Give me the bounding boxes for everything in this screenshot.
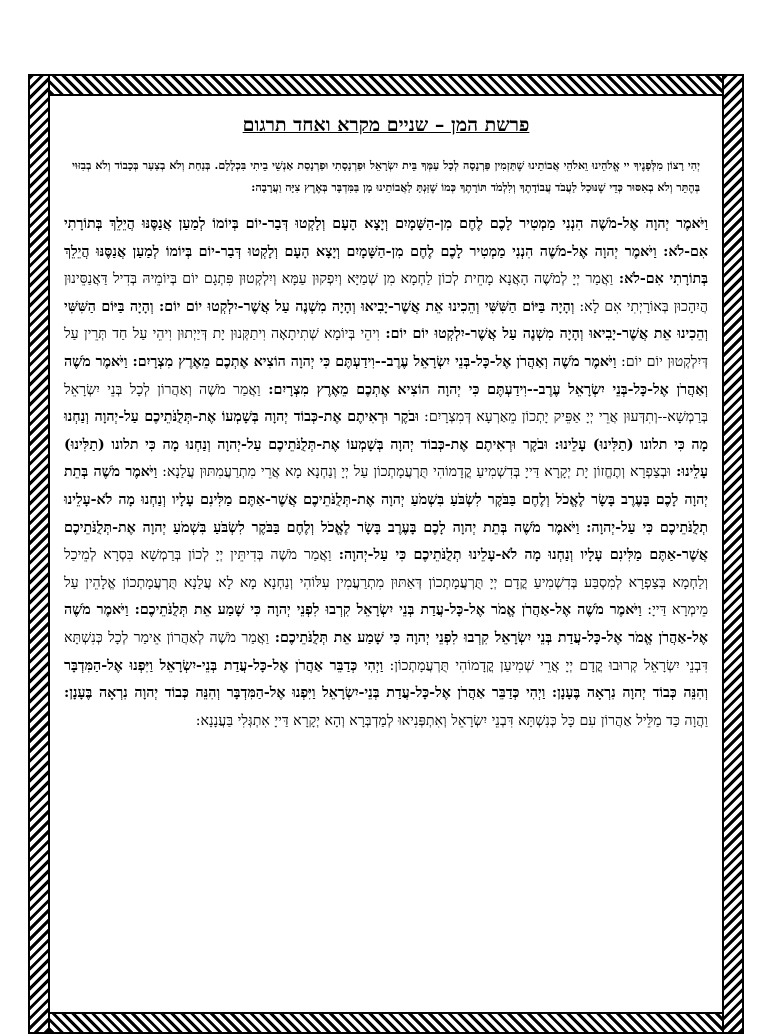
verse-targum: וַאֲמַר מֹשֶׁה וְאַהֲרוֹן לְכָל בְּנֵי יִשְׂרָאֵל בְּרַמְשָׁא--וְתִדְּעוּן אֲרֵי יְיָ אַפֵּיק יָתְכוֹן מֵאַרְעָא דְּמִצְרָיִם: xyxy=(64,381,708,426)
verse-targum: וַאֲמַר מֹשֶׁה לְאַהֲרוֹן אֵימַר לְכָל כְּנִשְׁתָּא דִּבְנֵי יִשְׂרָאֵל קְרוּבוּ קֳדָם יְיָ אֲרֵי שְׁמִיעַן קֳדָמוֹהִי תֻּרְעֲמָתְכוֹן: xyxy=(64,629,709,674)
page-title: פרשת המן – שניים מקרא ואחד תרגום xyxy=(242,114,530,136)
verse-hebrew: וַיֹּאמֶר יְהוָה אֶל-מֹשֶׁה הִנְנִי מַמְטִיר לָכֶם לֶחֶם מִן-הַשָּׁמָיִם וְיָצָא הָעָם וְלָקְטוּ דְּבַר-יוֹם בְּיוֹמוֹ לְמַעַן אֲנַסֶּנּוּ הֲיֵלֵךְ בְּתוֹרָתִי אִם-לֹא: וַיֹּאמֶר יְהוָה אֶל-מֹשֶׁה הִנְנִי מַמְטִיר לָכֶם לֶחֶם מִן-הַשָּׁמָיִם וְיָצָא הָעָם וְלָקְטוּ דְּבַר-יוֹם בְּיוֹמוֹ לְמַעַן אֲנַסֶּנּוּ הֲיֵלֵךְ בְּתוֹרָתִי אִם-לֹא: xyxy=(64,216,708,288)
verse-hebrew: וַיֹּאמֶר מֹשֶׁה בְּתֵת יְהוָה לָכֶם בָּעֶרֶב בָּשָׂר לֶאֱכֹל וְלֶחֶם בַּבֹּקֶר לִשְׂבֹּעַ בִּשְׁמֹעַ יְהוָה אֶת-תְּלֻנֹּתֵיכֶם אֲשֶׁר-אַתֶּם מַלִּינִם עָלָיו וְנַחְנוּ מָה לֹא-עָלֵינוּ תְלֻנֹּתֵיכֶם כִּי עַל-יְהוָה: וַיֹּאמֶר מֹשֶׁה בְּתֵת יְהוָה לָכֶם בָּעֶרֶב בָּשָׂר לֶאֱכֹל וְלֶחֶם בַּבֹּקֶר לִשְׂבֹּעַ בִּשְׁמֹעַ יְהוָה אֶת-תְּלֻנֹּתֵיכֶם אֲשֶׁר-אַתֶּם מַלִּינִם עָלָיו וְנַחְנוּ מָה לֹא-עָלֵינוּ תְלֻנֹּתֵיכֶם כִּי עַל-יְהוָה: xyxy=(64,464,708,564)
verse-hebrew: וַיֹּאמֶר מֹשֶׁה אֶל-אַהֲרֹן אֱמֹר אֶל-כָּל-עֲדַת בְּנֵי יִשְׂרָאֵל קִרְבוּ לִפְנֵי יְהוָה כִּי שָׁמַע אֵת תְּלֻנֹּתֵיכֶם: וַיֹּאמֶר מֹשֶׁה אֶל-אַהֲרֹן אֱמֹר אֶל-כָּל-עֲדַת בְּנֵי יִשְׂרָאֵל קִרְבוּ לִפְנֵי יְהוָה כִּי שָׁמַע אֵת תְּלֻנֹּתֵיכֶם: xyxy=(64,602,709,646)
parsha-text xyxy=(64,211,708,735)
document-content xyxy=(64,108,708,1034)
verse-targum: וַאֲמַר יְיָ לְמֹשֶׁה הָאֲנָא מָחֵית לְכוֹן לַחְמָא מִן שְׁמַיָּא וְיִפְקוּן עַמָּא וְיִלְקְטוּן פִּתְגָם יוֹם בְּיוֹמֵיהּ בְּדִיל דַּאֲנַסֵּינוּן הֲיִהָכוּן בְּאוֹרָיְתִי אִם לָא: xyxy=(64,271,708,315)
verse-targum: וַאֲמַר מֹשֶׁה בְּדִיתֵּין יְיָ לְכוֹן בְּרַמְשָׁא בִּסְרָא לְמֵיכַל וְלַחְמָא בְּצַפְרָא לְמִסְבַּע בְּדִשְׁמִיעַ קֳדָם יְיָ תֻּרְעֲמָתְכוֹן דְּאַתּוּן מִתְרַעֲמִין עִלּוֹהִי וְנַחְנָא מָא לָא עֲלַנָא תֻּרְעֲמָתְכוֹן אֱלָהֵין עַל מֵימְרָא דַּייָ: xyxy=(64,547,708,619)
verse-hebrew: וְהָיָה בַּיּוֹם הַשִּׁשִּׁי וְהֵכִינוּ אֵת אֲשֶׁר-יָבִיאוּ וְהָיָה מִשְׁנֶה עַל אֲשֶׁר-יִלְקְטוּ יוֹם יוֹם: וְהָיָה בַּיּוֹם הַשִּׁשִּׁי וְהֵכִינוּ אֵת אֲשֶׁר-יָבִיאוּ וְהָיָה מִשְׁנֶה עַל אֲשֶׁר-יִלְקְטוּ יוֹם יוֹם: xyxy=(64,298,708,343)
verse-hebrew: וַיְהִי כְּדַבֵּר אַהֲרֹן אֶל-כָּל-עֲדַת בְּנֵי-יִשְׂרָאֵל וַיִּפְנוּ אֶל-הַמִּדְבָּר וְהִנֵּה כְּבוֹד יְהוָה נִרְאָה בֶּעָנָן: וַיְהִי כְּדַבֵּר אַהֲרֹן אֶל-כָּל-עֲדַת בְּנֵי-יִשְׂרָאֵל וַיִּפְנוּ אֶל-הַמִּדְבָּר וְהִנֵּה כְּבוֹד יְהוָה נִרְאָה בֶּעָנָן: xyxy=(64,657,708,702)
decorative-border-left xyxy=(28,74,50,1034)
verse-hebrew: וּבֹקֶר וּרְאִיתֶם אֶת-כְּבוֹד יְהוָה בְּשָׁמְעוֹ אֶת-תְּלֻנֹּתֵיכֶם עַל-יְהוָה וְנַחְנוּ מָה כִּי תלונו (תַלִּינוּ) עָלֵינוּ: וּבֹקֶר וּרְאִיתֶם אֶת-כְּבוֹד יְהוָה בְּשָׁמְעוֹ אֶת-תְּלֻנֹּתֵיכֶם עַל-יְהוָה וְנַחְנוּ מָה כִּי תלונו (תַלִּינוּ) עָלֵינוּ: xyxy=(64,409,708,481)
verse-targum: וּבְצַפְרָא וְתֶחֱזוֹן יָת יְקָרָא דַּייָ בְּדִשְׁמִיעַ קֳדָמוֹהִי תֻּרְעֲמָתְכוֹן עַל יְיָ וְנַחְנָא מָא אֲרֵי מִתְרַעֲמִתּוּן עֲלַנָא: xyxy=(157,464,671,481)
decorative-border-top xyxy=(28,74,744,96)
page-frame xyxy=(28,74,744,1034)
prayer-paragraph: יְהִי רָצוֹן מִלְּפָנֶיךָ יי אֱלֹהֵינוּ וֵאלֹהֵי אֲבוֹתֵינוּ שֶׁתַּזְמִין פַּרְנָסָה לְכָל עַמְּךָ בֵּית יִשְׂרָאֵל וּפַרְנָסָתִי וּפַרְנָסַת אַנְשֵׁי בֵיתִי בִּכְלָלָם. בְּנַחַת וְלֹא בְצַעַר בְּכָבוֹד וְלֹא בְבִזּוּי בְּהֶתֵּר וְלֹא בְאִסּוּר כְּדֵי שֶׁנּוּכַל לַעֲבֹד עֲבוֹדָתֶךָ וְלִלְמֹד תּוֹרָתֶךָ כְּמוֹ שֶׁזַּנְתָּ לַאֲבוֹתֵינוּ מָן בַּמִּדְבָּר בְּאֶרֶץ צִיָּה וַעֲרָבָה: xyxy=(72,159,700,194)
verse-targum: וִיהֵי בְּיוֹמָא שְׁתִיתָאָה וִיתַקְּנוּן יָת דְּיַיְתוּן וִיהֵי עַל חַד תְּרֵין עַל דְּיִלְקְטוּן יוֹם יוֹם: xyxy=(64,326,708,370)
verse-targum: וַהֲוָה כַּד מַלֵּיל אַהֲרוֹן עִם כָּל כְּנִשְׁתָּא דִּבְנֵי יִשְׂרָאֵל וְאִתְפְּנִיאוּ לְמַדְבְּרָא וְהָא יְקָרָא דַּייָ אִתְגְּלִי בַּעֲנָנָא: xyxy=(195,712,708,729)
verse-hebrew: וַיֹּאמֶר מֹשֶׁה וְאַהֲרֹן אֶל-כָּל-בְּנֵי יִשְׂרָאֵל עֶרֶב--וִידַעְתֶּם כִּי יְהוָה הוֹצִיא אֶתְכֶם מֵאֶרֶץ מִצְרָיִם: וַיֹּאמֶר מֹשֶׁה וְאַהֲרֹן אֶל-כָּל-בְּנֵי יִשְׂרָאֵל עֶרֶב--וִידַעְתֶּם כִּי יְהוָה הוֹצִיא אֶתְכֶם מֵאֶרֶץ מִצְרָיִם: xyxy=(64,353,708,398)
decorative-border-right xyxy=(722,74,744,1034)
